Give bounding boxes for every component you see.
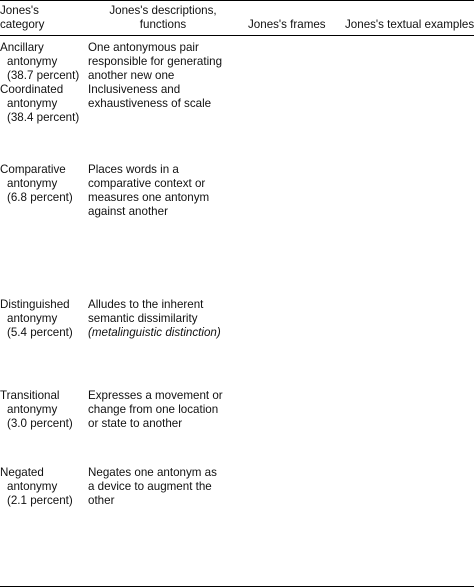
- header-line: Jones's descriptions,: [109, 4, 217, 17]
- category-line: Negated: [0, 466, 44, 479]
- category-line: Ancillary: [0, 41, 44, 54]
- header-bottom-rule: [0, 35, 474, 36]
- description-line: Inclusiveness and: [88, 83, 181, 96]
- category-line: antonymy: [7, 480, 58, 493]
- category-cell: [0, 298, 73, 340]
- category-line: (2.1 percent): [7, 494, 73, 507]
- category-line: (38.4 percent): [7, 111, 80, 124]
- table-top-rule: [0, 0, 474, 1]
- description-line: another new one: [88, 69, 175, 82]
- header-line: Jones's frames: [248, 18, 326, 31]
- description-line: change from one location: [88, 403, 219, 416]
- category-cell: [0, 389, 73, 431]
- category-line: (6.8 percent): [7, 191, 73, 204]
- description-line: comparative context or: [88, 177, 206, 190]
- header-line: Jones's: [0, 4, 39, 17]
- header-examples: [345, 18, 474, 32]
- description-cell: [88, 41, 222, 83]
- description-cell: [88, 298, 221, 340]
- description-cell: [88, 466, 217, 508]
- category-line: (38.7 percent): [7, 69, 80, 82]
- category-line: (3.0 percent): [7, 417, 73, 430]
- category-line: antonymy: [7, 312, 58, 325]
- category-cell: [0, 163, 73, 205]
- category-line: Coordinated: [0, 83, 64, 96]
- category-line: Transitional: [0, 389, 60, 402]
- description-line: other: [88, 494, 115, 507]
- description-line: semantic dissimilarity: [88, 312, 198, 325]
- category-line: Comparative: [0, 163, 66, 176]
- description-line: a device to augment the: [88, 480, 212, 493]
- description-line: or state to another: [88, 417, 183, 430]
- category-cell: [0, 466, 73, 508]
- description-line: against another: [88, 205, 168, 218]
- header-line: category: [0, 18, 45, 31]
- category-cell: [0, 41, 79, 83]
- description-line: (metalinguistic distinction): [88, 326, 221, 339]
- description-cell: [88, 163, 209, 219]
- description-line: exhaustiveness of scale: [88, 97, 212, 110]
- header-descriptions: [88, 4, 238, 32]
- category-line: antonymy: [7, 97, 58, 110]
- description-line: Expresses a movement or: [88, 389, 223, 402]
- category-cell: [0, 83, 79, 125]
- category-line: Distinguished: [0, 298, 70, 311]
- category-line: antonymy: [7, 403, 58, 416]
- description-line: responsible for generating: [88, 55, 223, 68]
- description-cell: [88, 83, 211, 111]
- header-category: [0, 4, 44, 32]
- category-line: antonymy: [7, 55, 58, 68]
- header-frames: [248, 18, 326, 32]
- description-line: Alludes to the inherent: [88, 298, 204, 311]
- table-bottom-rule: [0, 586, 474, 587]
- description-line: One antonymous pair: [88, 41, 199, 54]
- description-cell: [88, 389, 223, 431]
- description-line: Negates one antonym as: [88, 466, 217, 479]
- category-line: antonymy: [7, 177, 58, 190]
- header-line: functions: [139, 18, 187, 31]
- description-line: Places words in a: [88, 163, 179, 176]
- header-line: Jones's textual examples: [345, 18, 474, 31]
- category-line: (5.4 percent): [7, 326, 73, 339]
- description-line: measures one antonym: [88, 191, 210, 204]
